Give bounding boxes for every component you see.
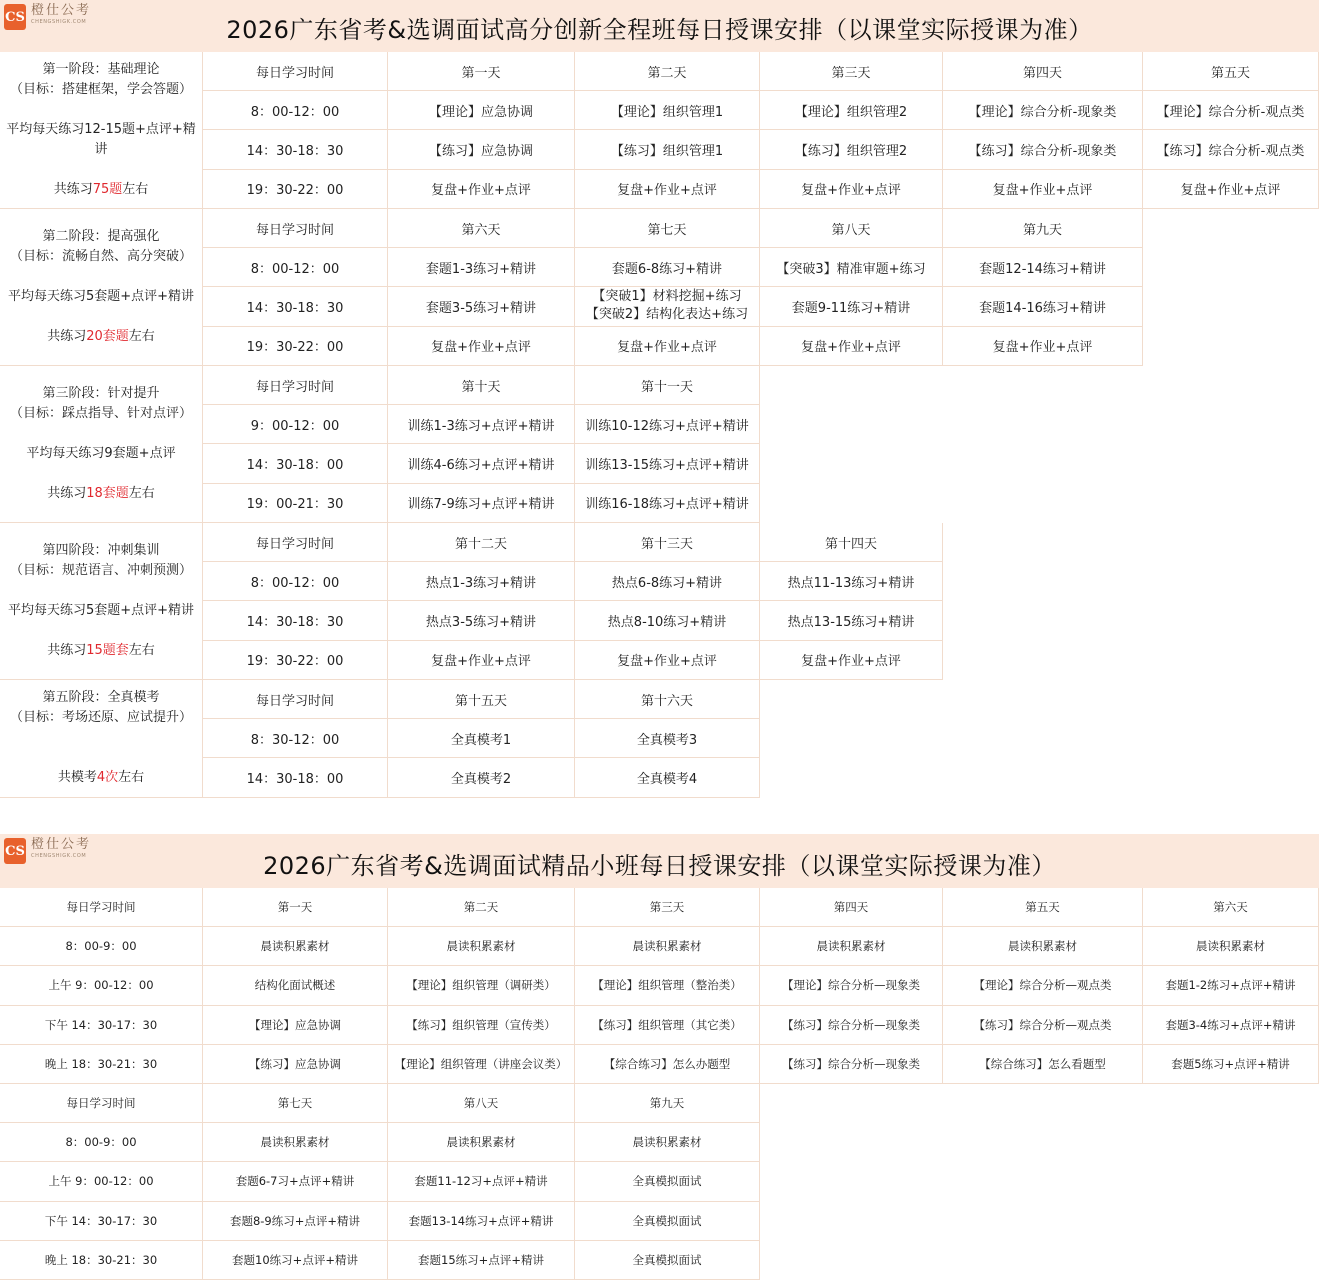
session-cell: 复盘+作业+点评 [943,327,1143,366]
session-cell: 晨读积累素材 [203,1123,388,1162]
session-cell: 全真模拟面试 [575,1162,760,1201]
time-cell: 晚上 18：30-21：30 [0,1045,203,1084]
session-cell: 套题8-9练习+点评+精讲 [203,1202,388,1241]
header-cell: 第十三天 [575,523,760,562]
stage-name: 第二阶段：提高强化 [42,228,160,244]
time-cell: 14：30-18：30 [203,287,388,326]
time-cell: 8：00-9：00 [0,927,203,966]
time-cell: 晚上 18：30-21：30 [0,1241,203,1280]
session-cell: 热点13-15练习+精讲 [760,601,943,640]
session-cell: 套题6-8练习+精讲 [575,248,760,287]
session-cell: 复盘+作业+点评 [575,641,760,680]
total-prefix: 共练习 [47,328,87,344]
stage-name: 第四阶段：冲刺集训 [42,542,160,558]
time-cell: 8：00-9：00 [0,1123,203,1162]
time-cell: 8：30-12：00 [203,719,388,758]
header-cell: 第十六天 [575,680,760,719]
header-cell: 第十二天 [388,523,575,562]
title-bar [0,0,1319,53]
session-cell: 全真模考1 [388,719,575,758]
stage-total [47,641,155,661]
session-cell: 全真模考2 [388,758,575,797]
time-cell: 下午 14：30-17：30 [0,1202,203,1241]
stage-total [54,180,149,200]
session-cell: 【练习】应急协调 [203,1045,388,1084]
session-cell: 晨读积累素材 [388,927,575,966]
header-cell: 每日学习时间 [203,209,388,248]
stage-practice-cont: 讲 [94,141,108,157]
stage-total [58,768,144,788]
total-suffix: 左右 [128,642,155,658]
session-cell: 晨读积累素材 [203,927,388,966]
stage-total [47,484,155,504]
page-title: 2026广东省考&选调面试精品小班每日授课安排（以课堂实际授课为准） [263,852,1056,880]
stage-name: 第一阶段：基础理论 [42,61,160,77]
stage-goal: （目标：搭建框架，学会答题） [9,81,192,97]
stage-description [0,209,203,366]
session-cell: 热点11-13练习+精讲 [760,562,943,601]
session-cell: 复盘+作业+点评 [943,170,1143,209]
session-cell: 全真模拟面试 [575,1241,760,1280]
logo-en: CHENGSHIGK.COM [31,19,87,25]
total-count: 18套题 [86,485,129,501]
header-cell: 第八天 [760,209,943,248]
header-cell: 每日学习时间 [0,888,203,927]
header-cell: 每日学习时间 [203,52,388,91]
logo-name: 橙仕公考 [31,837,92,852]
stage-practice: 平均每天练习9套题+点评 [26,445,176,461]
session-cell: 晨读积累素材 [943,927,1143,966]
session-cell [575,287,760,326]
header-cell: 每日学习时间 [203,366,388,405]
session-cell: 【理论】组织管理（讲座会议类） [388,1045,575,1084]
time-cell: 14：30-18：00 [203,758,388,797]
total-suffix: 左右 [122,181,149,197]
header-cell: 第四天 [760,888,943,927]
header-cell: 第一天 [203,888,388,927]
session-cell: 套题3-4练习+点评+精讲 [1143,1006,1319,1045]
header-cell: 第三天 [575,888,760,927]
time-cell: 9：00-12：00 [203,405,388,444]
logo-name: 橙仕公考 [31,3,92,18]
time-cell: 19：30-22：00 [203,327,388,366]
stage-practice: 平均每天练习12-15题+点评+精 [6,121,196,137]
header-cell: 第一天 [388,52,575,91]
session-cell: 全真模考3 [575,719,760,758]
header-cell: 第十一天 [575,366,760,405]
stage-name: 第三阶段：针对提升 [42,385,160,401]
session-cell: 套题15练习+点评+精讲 [388,1241,575,1280]
header-cell: 第七天 [575,209,760,248]
session-cell: 套题9-11练习+精讲 [760,287,943,326]
total-prefix: 共练习 [53,181,93,197]
session-cell: 复盘+作业+点评 [388,327,575,366]
session-cell: 【综合练习】怎么看题型 [943,1045,1143,1084]
schedule-sheet-small-class [0,834,1319,1280]
session-line: 【突破2】结构化表达+练习 [585,307,749,323]
session-cell: 训练10-12练习+点评+精讲 [575,405,760,444]
total-prefix: 共练习 [47,642,87,658]
session-cell: 全真模考4 [575,758,760,797]
total-prefix: 共练习 [47,485,87,501]
header-cell: 第三天 [760,52,943,91]
stage-description [0,366,203,523]
session-cell: 【练习】组织管理（宣传类） [388,1006,575,1045]
header-cell: 第八天 [388,1084,575,1123]
session-cell: 【理论】综合分析—观点类 [943,966,1143,1005]
session-cell: 训练13-15练习+点评+精讲 [575,444,760,483]
header-cell: 每日学习时间 [203,680,388,719]
session-cell: 套题14-16练习+精讲 [943,287,1143,326]
stage-total [47,327,155,347]
session-cell: 晨读积累素材 [760,927,943,966]
session-cell: 套题10练习+点评+精讲 [203,1241,388,1280]
time-cell: 19：30-22：00 [203,170,388,209]
header-cell: 每日学习时间 [203,523,388,562]
session-cell: 复盘+作业+点评 [760,170,943,209]
stage-practice: 平均每天练习5套题+点评+精讲 [7,288,195,304]
total-count: 4次 [96,770,119,786]
stage-description [0,52,203,209]
session-cell: 复盘+作业+点评 [388,641,575,680]
header-cell: 第七天 [203,1084,388,1123]
title-bar [0,834,1319,889]
time-cell: 上午 9：00-12：00 [0,966,203,1005]
time-cell: 下午 14：30-17：30 [0,1006,203,1045]
session-cell: 晨读积累素材 [1143,927,1319,966]
session-cell: 套题5练习+点评+精讲 [1143,1045,1319,1084]
total-count: 20套题 [86,328,129,344]
header-cell: 第九天 [943,209,1143,248]
logo-en: CHENGSHIGK.COM [31,853,87,859]
session-cell: 热点8-10练习+精讲 [575,601,760,640]
session-cell: 复盘+作业+点评 [1143,170,1319,209]
total-suffix: 左右 [118,770,145,786]
session-cell: 训练16-18练习+点评+精讲 [575,484,760,523]
session-cell: 【练习】组织管理（其它类） [575,1006,760,1045]
header-cell: 第二天 [575,52,760,91]
session-cell: 【理论】组织管理（整治类） [575,966,760,1005]
session-cell: 【理论】综合分析-观点类 [1143,91,1319,130]
time-cell: 8：00-12：00 [203,91,388,130]
session-cell: 【理论】应急协调 [203,1006,388,1045]
session-cell: 【练习】综合分析-现象类 [943,130,1143,169]
time-cell: 14：30-18：00 [203,444,388,483]
header-cell: 第五天 [1143,52,1319,91]
header-cell: 第六天 [1143,888,1319,927]
total-count: 15题套 [86,642,129,658]
session-cell: 复盘+作业+点评 [575,327,760,366]
session-cell: 【练习】应急协调 [388,130,575,169]
session-cell: 结构化面试概述 [203,966,388,1005]
logo-mark-icon: CS [4,838,26,864]
session-cell: 套题1-3练习+精讲 [388,248,575,287]
total-count: 75题 [92,181,123,197]
time-cell: 8：00-12：00 [203,562,388,601]
session-cell: 【突破3】精准审题+练习 [760,248,943,287]
session-cell: 训练7-9练习+点评+精讲 [388,484,575,523]
session-cell: 【练习】综合分析—现象类 [760,1006,943,1045]
stage-practice: 平均每天练习5套题+点评+精讲 [7,602,195,618]
session-cell: 套题6-7习+点评+精讲 [203,1162,388,1201]
session-cell: 套题1-2练习+点评+精讲 [1143,966,1319,1005]
session-cell: 复盘+作业+点评 [388,170,575,209]
logo-mark-icon: CS [4,4,26,30]
session-cell: 套题11-12习+点评+精讲 [388,1162,575,1201]
time-cell: 14：30-18：30 [203,130,388,169]
time-cell: 19：00-21：30 [203,484,388,523]
header-cell: 第六天 [388,209,575,248]
session-cell: 【理论】应急协调 [388,91,575,130]
session-cell: 【理论】组织管理1 [575,91,760,130]
header-cell: 第五天 [943,888,1143,927]
stage-goal: （目标：踩点指导、针对点评） [9,405,192,421]
stage-description [0,523,203,680]
session-cell: 复盘+作业+点评 [760,327,943,366]
session-cell: 【练习】组织管理1 [575,130,760,169]
time-cell: 8：00-12：00 [203,248,388,287]
header-cell: 每日学习时间 [0,1084,203,1123]
header-cell: 第二天 [388,888,575,927]
session-cell: 套题3-5练习+精讲 [388,287,575,326]
stage-name: 第五阶段：全真模考 [42,690,160,706]
header-cell: 第十四天 [760,523,943,562]
session-line: 【突破1】材料挖掘+练习 [592,289,742,305]
session-cell: 热点1-3练习+精讲 [388,562,575,601]
session-cell: 复盘+作业+点评 [760,641,943,680]
time-cell: 19：30-22：00 [203,641,388,680]
session-cell: 【理论】组织管理2 [760,91,943,130]
total-prefix: 共模考 [57,770,97,786]
header-cell: 第九天 [575,1084,760,1123]
header-cell: 第四天 [943,52,1143,91]
session-cell: 套题13-14练习+点评+精讲 [388,1202,575,1241]
total-suffix: 左右 [128,328,155,344]
session-cell: 复盘+作业+点评 [575,170,760,209]
total-suffix: 左右 [128,485,155,501]
session-cell: 【理论】综合分析-现象类 [943,91,1143,130]
session-cell: 晨读积累素材 [388,1123,575,1162]
session-cell: 热点6-8练习+精讲 [575,562,760,601]
stage-goal: （目标：流畅自然、高分突破） [9,248,192,264]
session-cell: 【练习】综合分析—观点类 [943,1006,1143,1045]
stage-goal: （目标：考场还原、应试提升） [9,710,192,726]
session-cell: 晨读积累素材 [575,927,760,966]
session-cell: 【理论】组织管理（调研类） [388,966,575,1005]
session-cell: 晨读积累素材 [575,1123,760,1162]
stage-description [0,680,203,798]
session-cell: 热点3-5练习+精讲 [388,601,575,640]
session-cell: 【练习】综合分析—现象类 [760,1045,943,1084]
session-cell: 训练1-3练习+点评+精讲 [388,405,575,444]
page-title: 2026广东省考&选调面试高分创新全程班每日授课安排（以课堂实际授课为准） [226,16,1093,44]
session-cell: 【理论】综合分析—现象类 [760,966,943,1005]
session-cell: 【练习】综合分析-观点类 [1143,130,1319,169]
header-cell: 第十五天 [388,680,575,719]
session-cell: 训练4-6练习+点评+精讲 [388,444,575,483]
session-cell: 【练习】组织管理2 [760,130,943,169]
session-cell: 全真模拟面试 [575,1202,760,1241]
time-cell: 上午 9：00-12：00 [0,1162,203,1201]
header-cell: 第十天 [388,366,575,405]
stage-goal: （目标：规范语言、冲刺预测） [9,562,192,578]
session-cell: 【综合练习】怎么办题型 [575,1045,760,1084]
time-cell: 14：30-18：30 [203,601,388,640]
session-cell: 套题12-14练习+精讲 [943,248,1143,287]
